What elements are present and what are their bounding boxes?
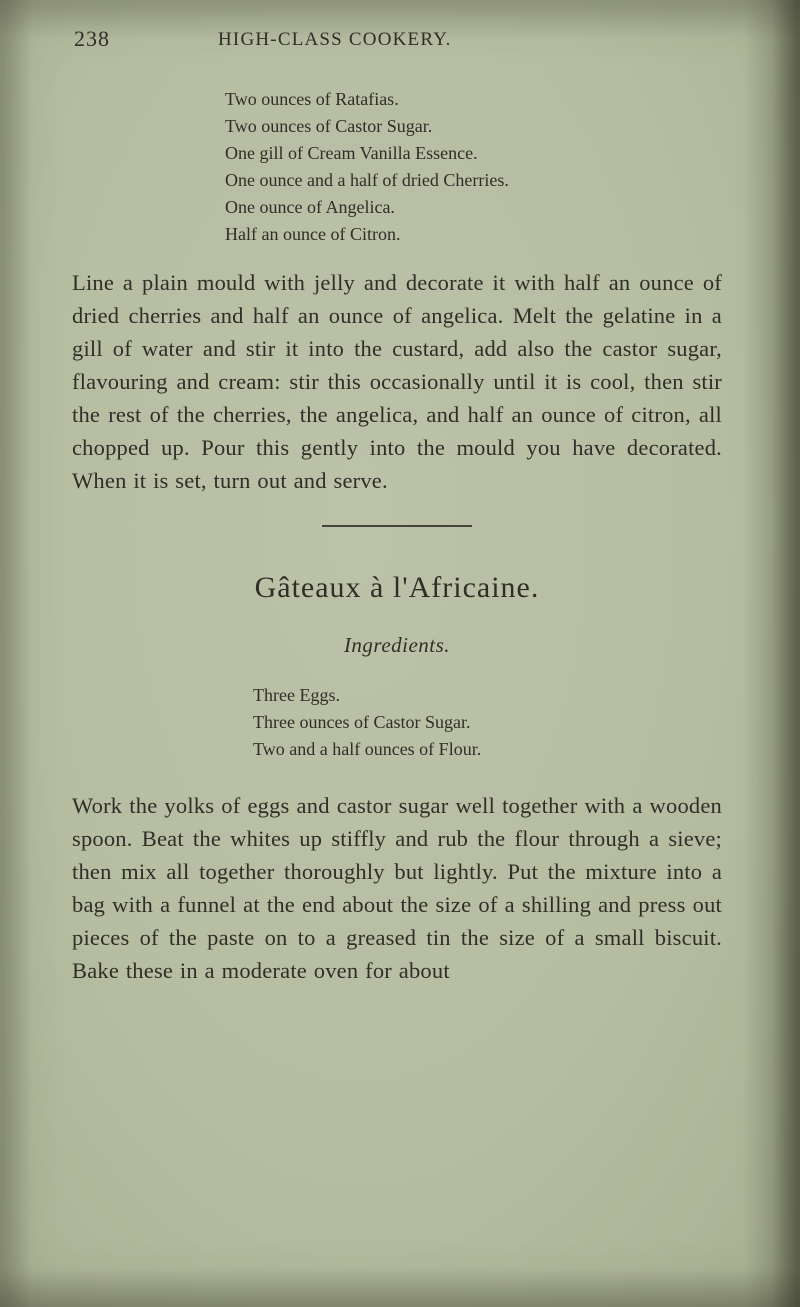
ingredient-line: Three ounces of Castor Sugar. <box>253 712 471 732</box>
ingredient-line: Three Eggs. <box>253 685 340 705</box>
section-divider <box>322 525 472 527</box>
instructions-paragraph-top: Line a plain mould with jelly and decorate it with half an ounce of dried cherries and half an ounce of angelica. Melt the gelatine in a gill of water and stir it into the custard, add also the castor sugar, flavouring and cream: stir this occasionally until it is cool, then stir the rest of the cherries, the angelica, and half an ounce of citron, all chopped up. Pour this gently into the mould you have decorated. When it is set, turn out and serve. <box>72 270 722 493</box>
recipe-title: Gâteaux à l'Africaine. <box>254 571 540 604</box>
ingredient-line: Two ounces of Castor Sugar. <box>225 116 433 136</box>
ingredient-line: Half an ounce of Citron. <box>225 224 401 244</box>
ingredient-line: One gill of Cream Vanilla Essence. <box>225 143 478 163</box>
ingredient-line: One ounce of Angelica. <box>225 197 395 217</box>
ingredients-list-top <box>225 86 722 248</box>
ingredient-line: Two and a half ounces of Flour. <box>253 739 482 759</box>
ingredient-line: Two ounces of Ratafias. <box>225 89 399 109</box>
ingredient-line: One ounce and a half of dried Cherries. <box>225 170 509 190</box>
page-number: 238 <box>74 26 110 51</box>
page-header <box>72 22 722 56</box>
ingredients-heading: Ingredients. <box>343 633 451 657</box>
ingredients-list-gateaux <box>253 682 722 763</box>
instructions-paragraph-gateaux: Work the yolks of eggs and castor sugar well together with a wooden spoon. Beat the whites up stiffly and rub the flour through a sieve; then mix all together thoroughly but lightly. Put the mixture into a bag with a funnel at the end about the size of a shilling and press out pieces of the paste on to a greased tin the size of a small biscuit. Bake these in a moderate oven for about <box>72 793 722 983</box>
running-header: HIGH-CLASS COOKERY. <box>218 29 452 50</box>
